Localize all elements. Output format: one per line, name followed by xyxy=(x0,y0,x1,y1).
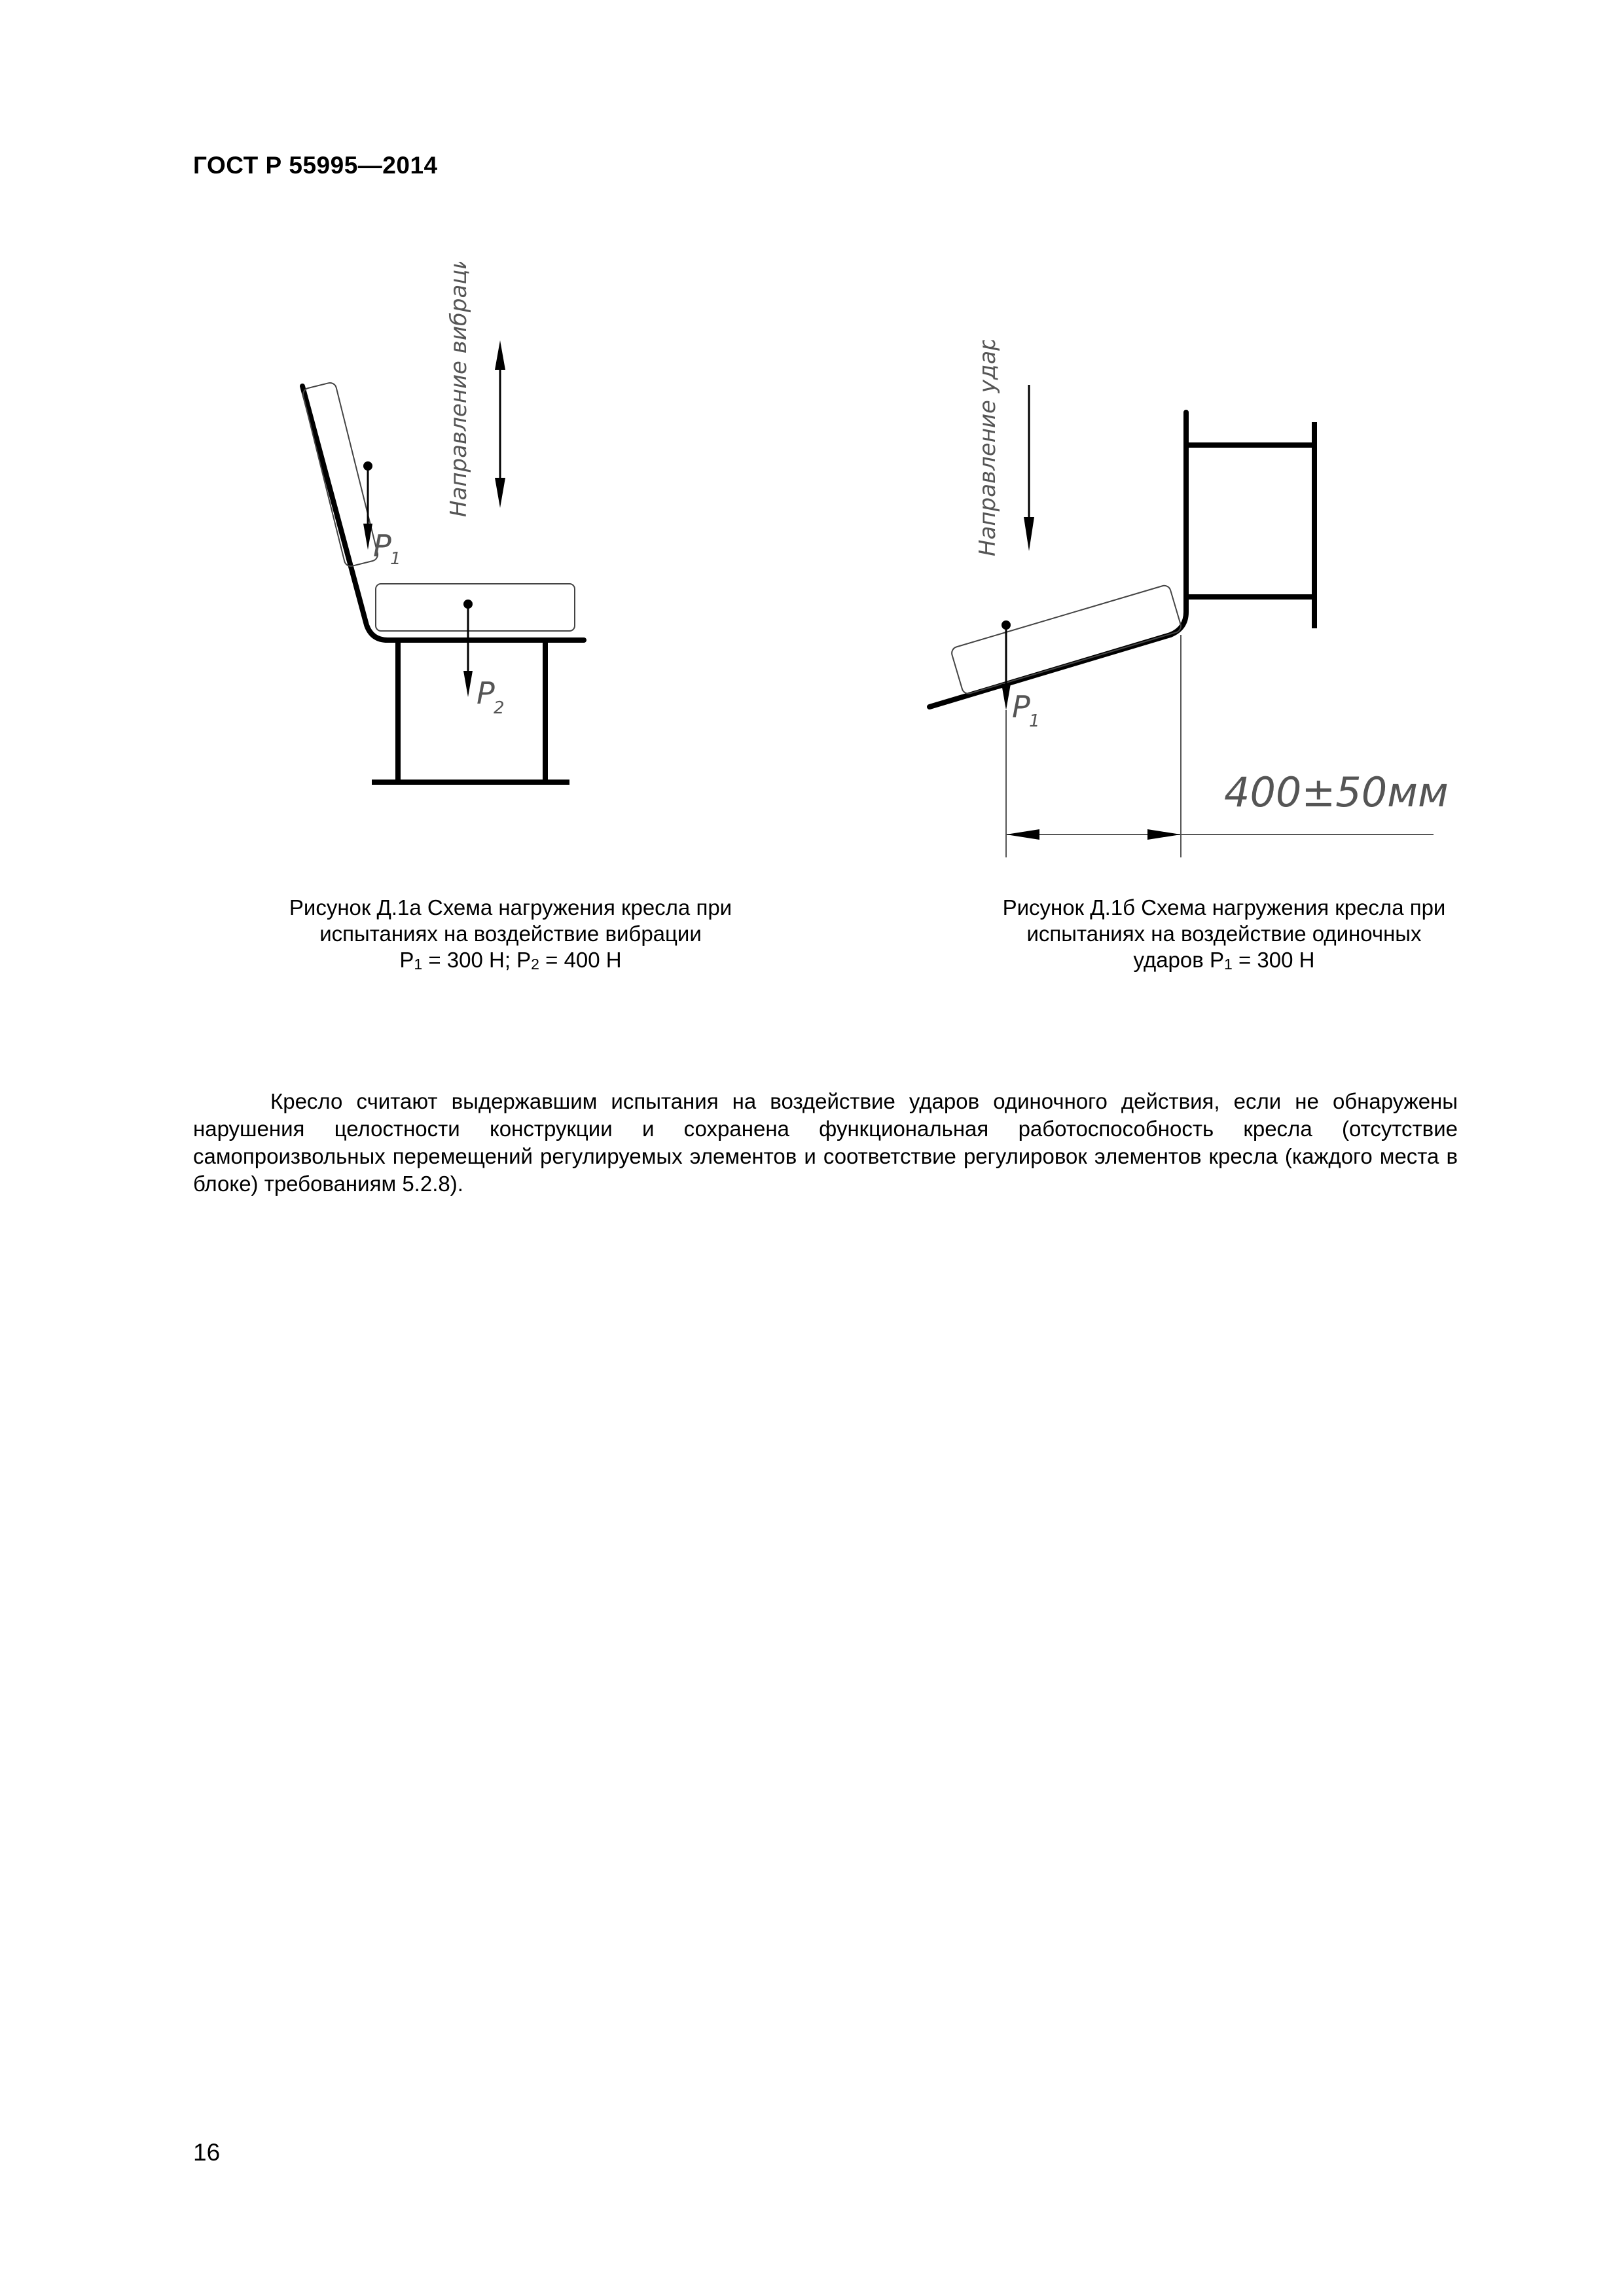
p1-label-sub: 1 xyxy=(390,549,401,569)
impact-scheme-drawing xyxy=(910,340,1473,877)
p2-arrow xyxy=(463,671,473,697)
caption-impact xyxy=(916,895,1532,977)
p2-label-sub: 2 xyxy=(494,698,505,718)
caption-vibration-line1: Рисунок Д.1а Схема нагружения кресла при xyxy=(289,895,732,920)
p1-arrow xyxy=(363,524,372,550)
caption-impact-line1: Рисунок Д.1б Схема нагружения кресла при xyxy=(1002,895,1446,920)
body-paragraph: Кресло считают выдержавшим испытания на воздействие ударов одиночного действия, если не обнаружены нарушения целостности конструкции и сохранена функциональная работоспособность кресла (отсутствие самопроизвольных перемещений регулируемых элементов и соответствие регулировок элементов кресла (каждого места в блоке) требованиям 5.2.8). xyxy=(193,1089,1458,1196)
figure-impact-scheme xyxy=(910,340,1473,877)
figure-vibration-scheme xyxy=(262,262,668,838)
vibration-arrow-down xyxy=(495,478,505,508)
caption-vibration xyxy=(229,895,792,977)
seat-cushion xyxy=(376,584,575,631)
dimension-arrow-right xyxy=(1147,829,1181,840)
dimension-label: 400±50мм xyxy=(1224,768,1449,816)
impact-p1-label: P xyxy=(1012,689,1030,725)
caption-vibration-line3: $P_1 = 300$ Н; $P_2 = 400$ Н xyxy=(399,948,622,973)
impact-direction-label: Направление удара xyxy=(975,340,1001,556)
p1-label: P xyxy=(373,528,391,564)
vibration-scheme-drawing xyxy=(262,262,668,838)
impact-p1-label-sub: 1 xyxy=(1029,711,1040,731)
caption-impact-line2: испытаниях на воздействие одиночных xyxy=(1026,922,1422,946)
page-number: 16 xyxy=(193,2139,221,2166)
backrest-frame xyxy=(302,386,584,640)
dimension-arrow-left xyxy=(1006,829,1039,840)
p2-label: P xyxy=(477,675,495,711)
caption-impact-line3: ударов $P_1 = 300$ Н xyxy=(1133,948,1315,973)
standard-title: ГОСТ Р 55995—2014 xyxy=(193,152,438,179)
vibration-direction-label: Направление вибрации xyxy=(446,262,472,517)
impact-arrow-head xyxy=(1024,517,1034,551)
vibration-arrow-up xyxy=(495,340,505,370)
caption-vibration-line2: испытаниях на воздействие вибрации xyxy=(319,922,702,946)
impact-p1-arrow xyxy=(1001,684,1011,710)
seat-frame xyxy=(929,412,1186,707)
